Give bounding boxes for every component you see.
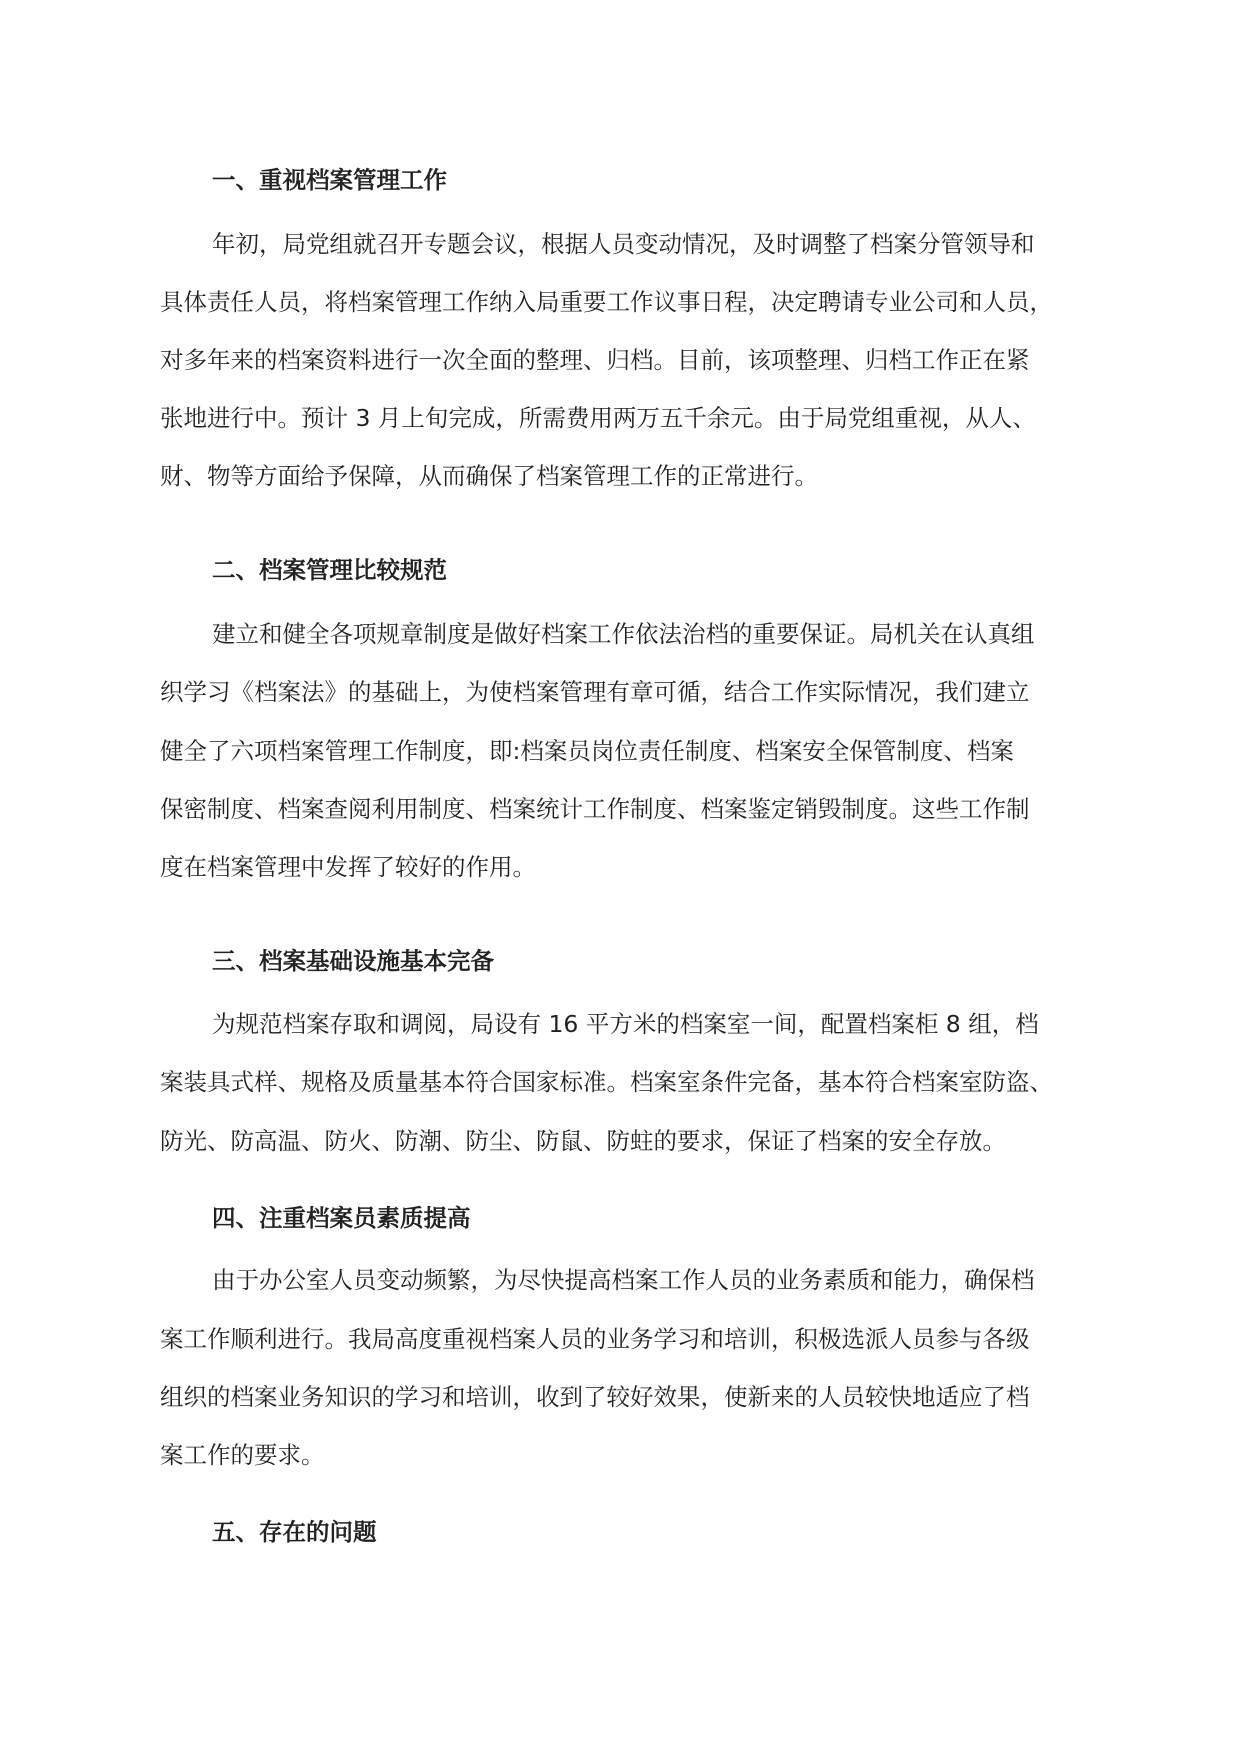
paragraph-line: 建立和健全各项规章制度是做好档案工作依法治档的重要保证。局机关在认真组 xyxy=(212,620,1035,648)
section-heading: 二、档案管理比较规范 xyxy=(212,556,447,584)
paragraph-line: 由于办公室人员变动频繁，为尽快提高档案工作人员的业务素质和能力，确保档 xyxy=(212,1266,1035,1294)
paragraph-line: 为规范档案存取和调阅，局设有 16 平方米的档案室一间，配置档案柜 8 组，档 xyxy=(212,1010,1039,1038)
section-heading: 四、注重档案员素质提高 xyxy=(212,1204,471,1232)
section-heading: 三、档案基础设施基本完备 xyxy=(212,947,494,975)
paragraph-line: 具体责任人员，将档案管理工作纳入局重要工作议事日程，决定聘请专业公司和人员， xyxy=(160,288,1053,316)
paragraph-line: 张地进行中。预计 3 月上旬完成，所需费用两万五千余元。由于局党组重视，从人、 xyxy=(160,404,1036,432)
paragraph-line: 织学习《档案法》的基础上，为使档案管理有章可循，结合工作实际情况，我们建立 xyxy=(160,678,1030,706)
paragraph-line: 对多年来的档案资料进行一次全面的整理、归档。目前，该项整理、归档工作正在紧 xyxy=(160,346,1030,374)
paragraph-line: 健全了六项档案管理工作制度，即:档案员岗位责任制度、档案安全保管制度、档案 xyxy=(160,737,1014,765)
section-heading: 五、存在的问题 xyxy=(212,1518,377,1546)
paragraph-line: 案工作顺利进行。我局高度重视档案人员的业务学习和培训，积极选派人员参与各级 xyxy=(160,1325,1030,1353)
paragraph-line: 组织的档案业务知识的学习和培训，收到了较好效果，使新来的人员较快地适应了档 xyxy=(160,1383,1030,1411)
paragraph-line: 年初，局党组就召开专题会议，根据人员变动情况，及时调整了档案分管领导和 xyxy=(212,230,1035,258)
paragraph-line: 财、物等方面给予保障，从而确保了档案管理工作的正常进行。 xyxy=(160,462,818,490)
paragraph-line: 防光、防高温、防火、防潮、防尘、防鼠、防蛀的要求，保证了档案的安全存放。 xyxy=(160,1127,1006,1155)
paragraph-line: 案工作的要求。 xyxy=(160,1441,325,1469)
paragraph-line: 案装具式样、规格及质量基本符合国家标准。档案室条件完备，基本符合档案室防盗、 xyxy=(160,1068,1053,1096)
paragraph-line: 保密制度、档案查阅利用制度、档案统计工作制度、档案鉴定销毁制度。这些工作制 xyxy=(160,795,1030,823)
paragraph-line: 度在档案管理中发挥了较好的作用。 xyxy=(160,853,536,881)
section-heading: 一、重视档案管理工作 xyxy=(212,166,447,194)
